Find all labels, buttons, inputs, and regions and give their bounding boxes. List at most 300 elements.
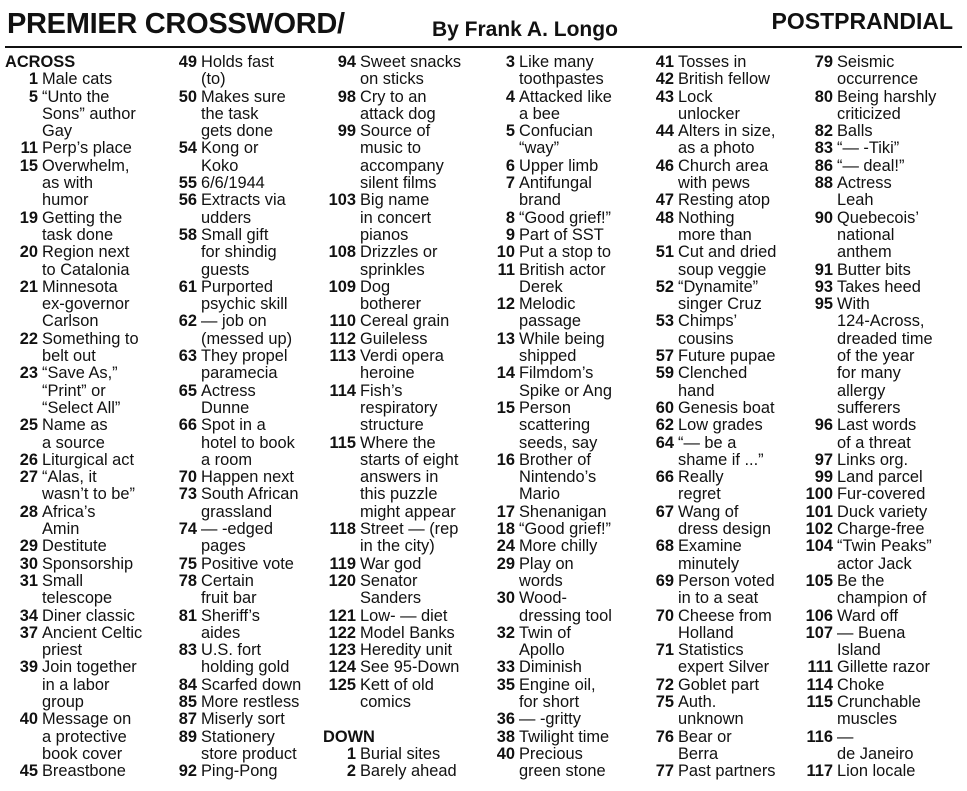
clue-text-line: task done bbox=[42, 225, 114, 244]
clue-text-line: Fish’s bbox=[360, 381, 403, 400]
clue-text-line: heroine bbox=[360, 364, 415, 383]
clue-number: 36 bbox=[496, 710, 515, 729]
clue-item bbox=[800, 625, 962, 660]
clue-text-line: Name as bbox=[42, 416, 108, 435]
clue-text-line: in a labor bbox=[42, 675, 110, 694]
section-heading-across: ACROSS bbox=[5, 54, 76, 71]
clue-text-line: Nothing bbox=[678, 208, 735, 227]
clue-number: 76 bbox=[655, 727, 674, 746]
clue-text-line: (messed up) bbox=[201, 329, 293, 348]
clue-item bbox=[800, 175, 962, 210]
clue-text-line: Kett of old bbox=[360, 675, 434, 694]
section-spacer bbox=[323, 711, 483, 728]
clue-text-line: Cry to an bbox=[360, 87, 427, 106]
clue-item bbox=[323, 348, 483, 383]
clue-text-line: shame if ...” bbox=[678, 450, 764, 469]
clue-text-line: Drizzles or bbox=[360, 243, 438, 262]
clue-item bbox=[482, 365, 642, 400]
clue-text-line: Crunchable bbox=[837, 692, 921, 711]
clue-item bbox=[800, 452, 962, 469]
clue-number: 6 bbox=[505, 156, 515, 175]
clue-text-line: might appear bbox=[360, 502, 456, 521]
clue-number: 60 bbox=[655, 398, 674, 417]
clue-number: 64 bbox=[655, 433, 674, 452]
clue-item bbox=[5, 452, 165, 469]
clue-text-line: Seismic bbox=[837, 54, 895, 71]
clue-text-line: Charge-free bbox=[837, 520, 925, 539]
clue-text-line: Scarfed down bbox=[201, 675, 302, 694]
clue-columns bbox=[5, 54, 962, 789]
clue-item bbox=[323, 642, 483, 659]
clue-text-line: Big name bbox=[360, 191, 430, 210]
clue-number: 15 bbox=[496, 398, 515, 417]
clue-text-line: Diner classic bbox=[42, 606, 135, 625]
clue-item bbox=[164, 54, 324, 89]
clue-item bbox=[482, 711, 642, 728]
clue-text-line: sprinkles bbox=[360, 260, 425, 279]
clue-number: 58 bbox=[178, 225, 197, 244]
clue-text-line: music to bbox=[360, 139, 422, 158]
clue-text-line: comics bbox=[360, 692, 411, 711]
clue-number: 1 bbox=[346, 744, 356, 763]
clue-item bbox=[164, 175, 324, 192]
clue-number: 93 bbox=[814, 277, 833, 296]
clue-number: 54 bbox=[178, 139, 197, 158]
clue-text-line: the task bbox=[201, 104, 259, 123]
clue-text-line: pianos bbox=[360, 225, 409, 244]
clue-item bbox=[482, 262, 642, 297]
header-rule bbox=[5, 46, 962, 48]
clue-text-line: of the year bbox=[837, 347, 915, 366]
clue-item bbox=[482, 452, 642, 504]
clue-item bbox=[164, 89, 324, 141]
clue-text-line: “Good grief!” bbox=[519, 520, 612, 539]
clue-item bbox=[482, 590, 642, 625]
clue-item bbox=[5, 625, 165, 660]
clue-text-line: Be the bbox=[837, 571, 885, 590]
clue-item bbox=[164, 486, 324, 521]
clue-text-line: ex-governor bbox=[42, 295, 130, 314]
clue-number: 104 bbox=[805, 537, 833, 556]
clue-number: 68 bbox=[655, 537, 674, 556]
clue-number: 3 bbox=[505, 54, 515, 71]
clue-number: 105 bbox=[805, 571, 833, 590]
clue-item bbox=[323, 521, 483, 556]
clue-text-line: Low- — diet bbox=[360, 606, 448, 625]
clue-text-line: Guileless bbox=[360, 329, 428, 348]
clue-number: 8 bbox=[505, 208, 515, 227]
clue-number: 49 bbox=[178, 54, 197, 71]
clue-number: 85 bbox=[178, 692, 197, 711]
clue-number: 5 bbox=[28, 87, 38, 106]
clue-text-line: 6/6/1944 bbox=[201, 174, 265, 193]
clue-number: 73 bbox=[178, 485, 197, 504]
clue-number: 35 bbox=[496, 675, 515, 694]
clue-text-line: Alters in size, bbox=[678, 122, 776, 141]
clue-number: 44 bbox=[655, 122, 674, 141]
clue-text-line: a protective bbox=[42, 727, 127, 746]
clue-item bbox=[800, 469, 962, 486]
clue-text-line: Last words bbox=[837, 416, 917, 435]
clue-item bbox=[5, 608, 165, 625]
clue-text-line: Cheese from bbox=[678, 606, 772, 625]
clue-number: 47 bbox=[655, 191, 674, 210]
clue-text-line: Join together bbox=[42, 658, 137, 677]
clue-item bbox=[800, 417, 962, 452]
clue-number: 25 bbox=[19, 416, 38, 435]
clue-number: 84 bbox=[178, 675, 197, 694]
clue-number: 11 bbox=[497, 260, 515, 279]
clue-number: 82 bbox=[814, 122, 833, 141]
clue-number: 72 bbox=[655, 675, 674, 694]
clue-number: 45 bbox=[19, 762, 38, 781]
clue-number: 110 bbox=[329, 312, 356, 331]
clue-text-line: Senator bbox=[360, 571, 418, 590]
clue-text-line: Chimps’ bbox=[678, 312, 738, 331]
clue-item bbox=[5, 538, 165, 555]
clue-text-line: Choke bbox=[837, 675, 885, 694]
clue-text-line: hotel to book bbox=[201, 433, 295, 452]
clue-text-line: brand bbox=[519, 191, 561, 210]
clue-text-line: Holds fast bbox=[201, 54, 274, 71]
clue-text-line: Heredity unit bbox=[360, 641, 453, 660]
clue-item bbox=[641, 210, 801, 245]
clue-item bbox=[482, 296, 642, 331]
clue-text-line: “Save As,” bbox=[42, 364, 118, 383]
clue-text-line: Part of SST bbox=[519, 225, 604, 244]
clue-number: 75 bbox=[178, 554, 197, 573]
clue-number: 119 bbox=[329, 554, 356, 573]
clue-number: 29 bbox=[496, 554, 515, 573]
clue-text-line: “— deal!” bbox=[837, 156, 905, 175]
clue-text-line: “Alas, it bbox=[42, 468, 97, 487]
clue-item bbox=[323, 763, 483, 780]
clue-text-line: allergy bbox=[837, 381, 886, 400]
clue-item bbox=[164, 417, 324, 469]
clue-text-line: Duck variety bbox=[837, 502, 928, 521]
clue-number: 83 bbox=[178, 641, 197, 660]
clue-text-line: Cut and dried bbox=[678, 243, 777, 262]
clue-text-line: “— be a bbox=[678, 433, 737, 452]
clue-item bbox=[323, 659, 483, 676]
clue-number: 65 bbox=[178, 381, 197, 400]
clue-item bbox=[323, 89, 483, 124]
clue-number: 120 bbox=[328, 571, 356, 590]
clue-text-line: British fellow bbox=[678, 70, 770, 89]
clue-number: 21 bbox=[19, 277, 38, 296]
clue-item bbox=[641, 54, 801, 71]
clue-text-line: “Twin Peaks” bbox=[837, 537, 932, 556]
clue-item bbox=[482, 625, 642, 660]
clue-number: 96 bbox=[814, 416, 833, 435]
clue-text-line: as with bbox=[42, 174, 94, 193]
clue-number: 39 bbox=[19, 658, 38, 677]
clue-item bbox=[641, 123, 801, 158]
clue-item bbox=[5, 573, 165, 608]
clue-number: 91 bbox=[814, 260, 833, 279]
clue-text-line: Filmdom’s bbox=[519, 364, 594, 383]
clue-text-line: seeds, say bbox=[519, 433, 598, 452]
clue-text-line: actor Jack bbox=[837, 554, 912, 573]
clue-text-line: Confucian bbox=[519, 122, 593, 141]
clue-item bbox=[800, 573, 962, 608]
clue-number: 80 bbox=[814, 87, 833, 106]
clue-text-line: See 95-Down bbox=[360, 658, 460, 677]
clue-number: 30 bbox=[496, 589, 515, 608]
clue-text-line: regret bbox=[678, 485, 721, 504]
clue-number: 86 bbox=[814, 156, 833, 175]
clue-number: 52 bbox=[655, 277, 674, 296]
clue-text-line: British actor bbox=[519, 260, 606, 279]
clue-text-line: anthem bbox=[837, 243, 892, 262]
clue-text-line: Sons” author bbox=[42, 104, 136, 123]
clue-item bbox=[164, 608, 324, 643]
clue-text-line: muscles bbox=[837, 710, 898, 729]
clue-number: 99 bbox=[337, 122, 356, 141]
clue-text-line: Goblet part bbox=[678, 675, 760, 694]
clue-text-line: Carlson bbox=[42, 312, 99, 331]
clue-text-line: Gillette razor bbox=[837, 658, 930, 677]
clue-text-line: more than bbox=[678, 225, 752, 244]
clue-number: 100 bbox=[805, 485, 833, 504]
clue-text-line: priest bbox=[42, 641, 83, 660]
clue-text-line: silent films bbox=[360, 174, 437, 193]
clue-number: 1 bbox=[28, 70, 38, 89]
clue-number: 117 bbox=[806, 762, 833, 781]
clue-number: 87 bbox=[178, 710, 197, 729]
clue-text-line: singer Cruz bbox=[678, 295, 762, 314]
clue-text-line: minutely bbox=[678, 554, 740, 573]
clue-item bbox=[641, 313, 801, 348]
clue-item bbox=[323, 244, 483, 279]
clue-number: 19 bbox=[19, 208, 38, 227]
clue-number: 22 bbox=[19, 329, 38, 348]
clue-number: 123 bbox=[328, 641, 356, 660]
clue-text-line: Destitute bbox=[42, 537, 107, 556]
clue-text-line: dressing tool bbox=[519, 606, 612, 625]
clue-text-line: “— -Tiki” bbox=[837, 139, 900, 158]
clue-item bbox=[641, 573, 801, 608]
clue-item bbox=[800, 123, 962, 140]
clue-text-line: in to a seat bbox=[678, 589, 759, 608]
clue-text-line: Clenched bbox=[678, 364, 748, 383]
clue-column-3 bbox=[323, 54, 483, 789]
clue-text-line: Future pupae bbox=[678, 347, 776, 366]
clue-text-line: unknown bbox=[678, 710, 744, 729]
clue-text-line: Purported bbox=[201, 277, 273, 296]
clue-item bbox=[482, 521, 642, 538]
clue-item bbox=[323, 313, 483, 330]
clue-number: 61 bbox=[178, 277, 197, 296]
clue-number: 113 bbox=[329, 347, 356, 366]
clue-item bbox=[164, 711, 324, 728]
clue-number: 62 bbox=[178, 312, 197, 331]
clue-number: 107 bbox=[805, 623, 833, 642]
clue-text-line: Spot in a bbox=[201, 416, 266, 435]
clue-text-line: Nintendo’s bbox=[519, 468, 597, 487]
clue-item bbox=[482, 746, 642, 781]
clue-item bbox=[164, 729, 324, 764]
clue-number: 32 bbox=[496, 623, 515, 642]
clue-item bbox=[482, 677, 642, 712]
clue-text-line: Stationery bbox=[201, 727, 275, 746]
clue-text-line: for short bbox=[519, 692, 580, 711]
clue-text-line: Takes heed bbox=[837, 277, 921, 296]
clue-text-line: “Unto the bbox=[42, 87, 110, 106]
clue-item bbox=[800, 659, 962, 676]
clue-text-line: Ward off bbox=[837, 606, 899, 625]
clue-item bbox=[5, 158, 165, 210]
clue-number: 79 bbox=[814, 54, 833, 71]
clue-text-line: a source bbox=[42, 433, 105, 452]
clue-item bbox=[5, 417, 165, 452]
clue-number: 53 bbox=[655, 312, 674, 331]
clue-text-line: scattering bbox=[519, 416, 591, 435]
clue-item bbox=[641, 365, 801, 400]
clue-text-line: paramecia bbox=[201, 364, 278, 383]
clue-text-line: book cover bbox=[42, 744, 123, 763]
clue-text-line: Dunne bbox=[201, 398, 250, 417]
clue-text-line: Diminish bbox=[519, 658, 582, 677]
clue-text-line: Melodic bbox=[519, 295, 576, 314]
puzzle-header bbox=[0, 0, 967, 48]
clue-text-line: 124-Across, bbox=[837, 312, 925, 331]
clue-number: 121 bbox=[328, 606, 356, 625]
clue-item bbox=[5, 504, 165, 539]
clue-number: 51 bbox=[655, 243, 674, 262]
clue-number: 20 bbox=[19, 243, 38, 262]
clue-text-line: Makes sure bbox=[201, 87, 286, 106]
clue-item bbox=[5, 71, 165, 88]
clue-number: 114 bbox=[806, 675, 833, 694]
clue-number: 78 bbox=[178, 571, 197, 590]
clue-text-line: Kong or bbox=[201, 139, 259, 158]
clue-number: 42 bbox=[655, 70, 674, 89]
clue-text-line: Where the bbox=[360, 433, 436, 452]
clue-text-line: wasn’t to be” bbox=[42, 485, 135, 504]
clue-text-line: answers in bbox=[360, 468, 439, 487]
clue-number: 56 bbox=[178, 191, 197, 210]
clue-text-line: Church area bbox=[678, 156, 769, 175]
clue-item bbox=[323, 625, 483, 642]
clue-number: 99 bbox=[814, 468, 833, 487]
clue-text-line: criticized bbox=[837, 104, 901, 123]
clue-number: 13 bbox=[496, 329, 515, 348]
clue-item bbox=[164, 279, 324, 314]
clue-number: 24 bbox=[496, 537, 515, 556]
clue-item bbox=[164, 348, 324, 383]
clue-text-line: Berra bbox=[678, 744, 719, 763]
clue-number: 37 bbox=[19, 623, 38, 642]
clue-item bbox=[800, 694, 962, 729]
clue-item bbox=[641, 504, 801, 539]
clue-number: 102 bbox=[805, 520, 833, 539]
clue-number: 103 bbox=[328, 191, 356, 210]
clue-number: 108 bbox=[328, 243, 356, 262]
clue-text-line: Shenanigan bbox=[519, 502, 607, 521]
clue-number: 16 bbox=[496, 450, 515, 469]
clue-text-line: Fur-covered bbox=[837, 485, 926, 504]
clue-text-line: expert Silver bbox=[678, 658, 770, 677]
clue-item bbox=[5, 711, 165, 763]
section-heading-down: DOWN bbox=[323, 727, 375, 746]
clue-text-line: Spike or Ang bbox=[519, 381, 612, 400]
clue-number: 101 bbox=[805, 502, 833, 521]
clue-item bbox=[323, 54, 483, 89]
clue-text-line: starts of eight bbox=[360, 450, 459, 469]
clue-item bbox=[5, 556, 165, 573]
clue-text-line: Butter bits bbox=[837, 260, 911, 279]
clue-number: 115 bbox=[806, 692, 833, 711]
clue-text-line: store product bbox=[201, 744, 297, 763]
clue-text-line: “Print” or bbox=[42, 381, 106, 400]
clue-number: 2 bbox=[346, 762, 356, 781]
clue-item bbox=[641, 729, 801, 764]
clue-number: 122 bbox=[328, 623, 356, 642]
clue-text-line: While being bbox=[519, 329, 605, 348]
clue-text-line: on sticks bbox=[360, 70, 424, 89]
clue-number: 12 bbox=[496, 295, 515, 314]
clue-text-line: “way” bbox=[519, 139, 560, 158]
clue-number: 23 bbox=[19, 364, 38, 383]
clue-item bbox=[323, 556, 483, 573]
clue-item bbox=[5, 659, 165, 711]
clue-text-line: Past partners bbox=[678, 762, 776, 781]
clue-item bbox=[323, 435, 483, 521]
clue-number: 114 bbox=[329, 381, 356, 400]
clue-number: 33 bbox=[496, 658, 515, 677]
clue-number: 66 bbox=[655, 468, 674, 487]
clue-item bbox=[5, 469, 165, 504]
clue-item bbox=[5, 210, 165, 245]
clue-number: 26 bbox=[19, 450, 38, 469]
clue-item bbox=[800, 140, 962, 157]
clue-item bbox=[482, 158, 642, 175]
clue-number: 46 bbox=[655, 156, 674, 175]
clue-text-line: Attacked like bbox=[519, 87, 612, 106]
clue-number: 118 bbox=[329, 520, 356, 539]
clue-text-line: Dog bbox=[360, 277, 391, 296]
clue-item bbox=[641, 71, 801, 88]
clue-text-line: guests bbox=[201, 260, 250, 279]
clue-text-line: Land parcel bbox=[837, 468, 923, 487]
clue-item bbox=[800, 486, 962, 503]
clue-item bbox=[5, 140, 165, 157]
clue-item bbox=[164, 383, 324, 418]
clue-number: 66 bbox=[178, 416, 197, 435]
clue-text-line: Wood- bbox=[519, 589, 567, 608]
clue-item bbox=[800, 677, 962, 694]
clue-item bbox=[641, 608, 801, 643]
clue-text-line: for shindig bbox=[201, 243, 277, 262]
clue-text-line: Certain bbox=[201, 571, 254, 590]
clue-text-line: aides bbox=[201, 623, 241, 642]
clue-number: 63 bbox=[178, 347, 197, 366]
clue-number: 31 bbox=[19, 571, 38, 590]
clue-item bbox=[800, 158, 962, 175]
clue-text-line: Bear or bbox=[678, 727, 732, 746]
clue-text-line: — -edged bbox=[201, 520, 273, 539]
clue-text-line: Auth. bbox=[678, 692, 717, 711]
clue-item bbox=[323, 608, 483, 625]
clue-text-line: Overwhelm, bbox=[42, 156, 130, 175]
clue-item bbox=[800, 89, 962, 124]
clue-text-line: champion of bbox=[837, 589, 927, 608]
clue-item bbox=[641, 417, 801, 434]
clue-number: 30 bbox=[19, 554, 38, 573]
clue-item bbox=[5, 89, 165, 141]
clue-item bbox=[641, 244, 801, 279]
